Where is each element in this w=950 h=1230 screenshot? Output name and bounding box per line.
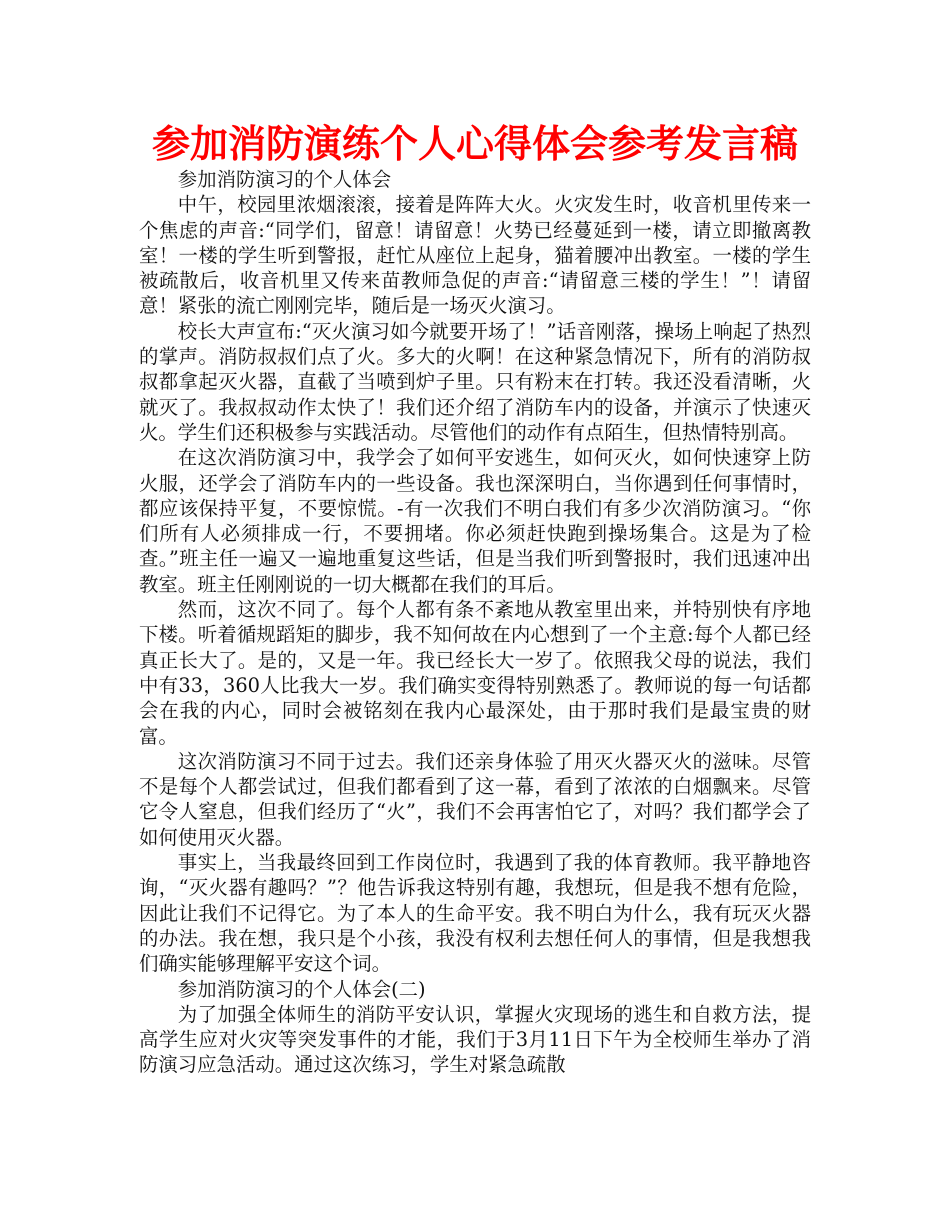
body-paragraph: 为了加强全体师生的消防平安认识，掌握火灾现场的逃生和自救方法，提高学生应对火灾等突发事件的才能，我们于3月11日下午为全校师生举办了消防演习应急活动。通过这次练习，学生对紧急疏散 xyxy=(139,1002,811,1077)
body-paragraph: 中午，校园里浓烟滚滚，接着是阵阵大火。火灾发生时，收音机里传来一个焦虑的声音:“同学们，留意！请留意！火势已经蔓延到一楼，请立即撤离教室！一楼的学生听到警报，赶忙从座位上起身，猫着腰冲出教室。一楼的学生被疏散后，收音机里又传来苗教师急促的声音:“请留意三楼的学生！”！请留意！紧张的流亡刚刚完毕，随后是一场灭火演习。 xyxy=(139,193,811,318)
document-body xyxy=(139,167,811,1078)
body-paragraph: 事实上，当我最终回到工作岗位时，我遇到了我的体育教师。我平静地咨询，“灭火器有趣吗？”？他告诉我这特别有趣，我想玩，但是我不想有危险，因此让我们不记得它。为了本人的生命平安。我不明白为什么，我有玩灭火器的办法。我在想，我只是个小孩，我没有权利去想任何人的事情，但是我想我们确实能够理解平安这个词。 xyxy=(139,851,811,976)
body-paragraph: 在这次消防演习中，我学会了如何平安逃生，如何灭火，如何快速穿上防火服，还学会了消防车内的一些设备。我也深深明白，当你遇到任何事情时，都应该保持平复，不要惊慌。-有一次我们不明白我们有多少次消防演习。“你们所有人必须排成一行，不要拥堵。你必须赶快跑到操场集合。这是为了检查。”班主任一遍又一遍地重复这些话，但是当我们听到警报时，我们迅速冲出教室。班主任刚刚说的一切大概都在我们的耳后。 xyxy=(139,446,811,596)
document-title: 参加消防演练个人心得体会参考发言稿 xyxy=(151,122,798,166)
body-paragraph: 校长大声宣布:“灭火演习如今就要开场了！”话音刚落，操场上响起了热烈的掌声。消防叔叔们点了火。多大的火啊！在这种紧急情况下，所有的消防叔叔都拿起灭火器，直截了当喷到炉子里。只有粉末在打转。我还没看清晰，火就灭了。我叔叔动作太快了！我们还介绍了消防车内的设备，并演示了快速灭火。学生们还积极参与实践活动。尽管他们的动作有点陌生，但热情特别高。 xyxy=(139,319,811,444)
subheading-paragraph: 参加消防演习的个人体会(二) xyxy=(177,977,426,1001)
subheading-paragraph: 参加消防演习的个人体会 xyxy=(177,168,392,191)
body-paragraph: 这次消防演习不同于过去。我们还亲身体验了用灭火器灭火的滋味。尽管不是每个人都尝试过，但我们都看到了这一幕，看到了浓浓的白烟飘来。尽管它令人窒息，但我们经历了“火”，我们不会再害怕它了，对吗？我们都学会了如何使用灭火器。 xyxy=(139,749,811,849)
body-paragraph: 然而，这次不同了。每个人都有条不紊地从教室里出来，并特别快有序地下楼。听着循规蹈矩的脚步，我不知何故在内心想到了一个主意:每个人都已经真正长大了。是的，又是一年。我已经长大一岁了。依照我父母的说法，我们中有33，360人比我大一岁。我们确实变得特别熟悉了。教师说的每一句话都会在我的内心，同时会被铭刻在我内心最深处，由于那时我们是最宝贵的财富。 xyxy=(139,598,811,748)
